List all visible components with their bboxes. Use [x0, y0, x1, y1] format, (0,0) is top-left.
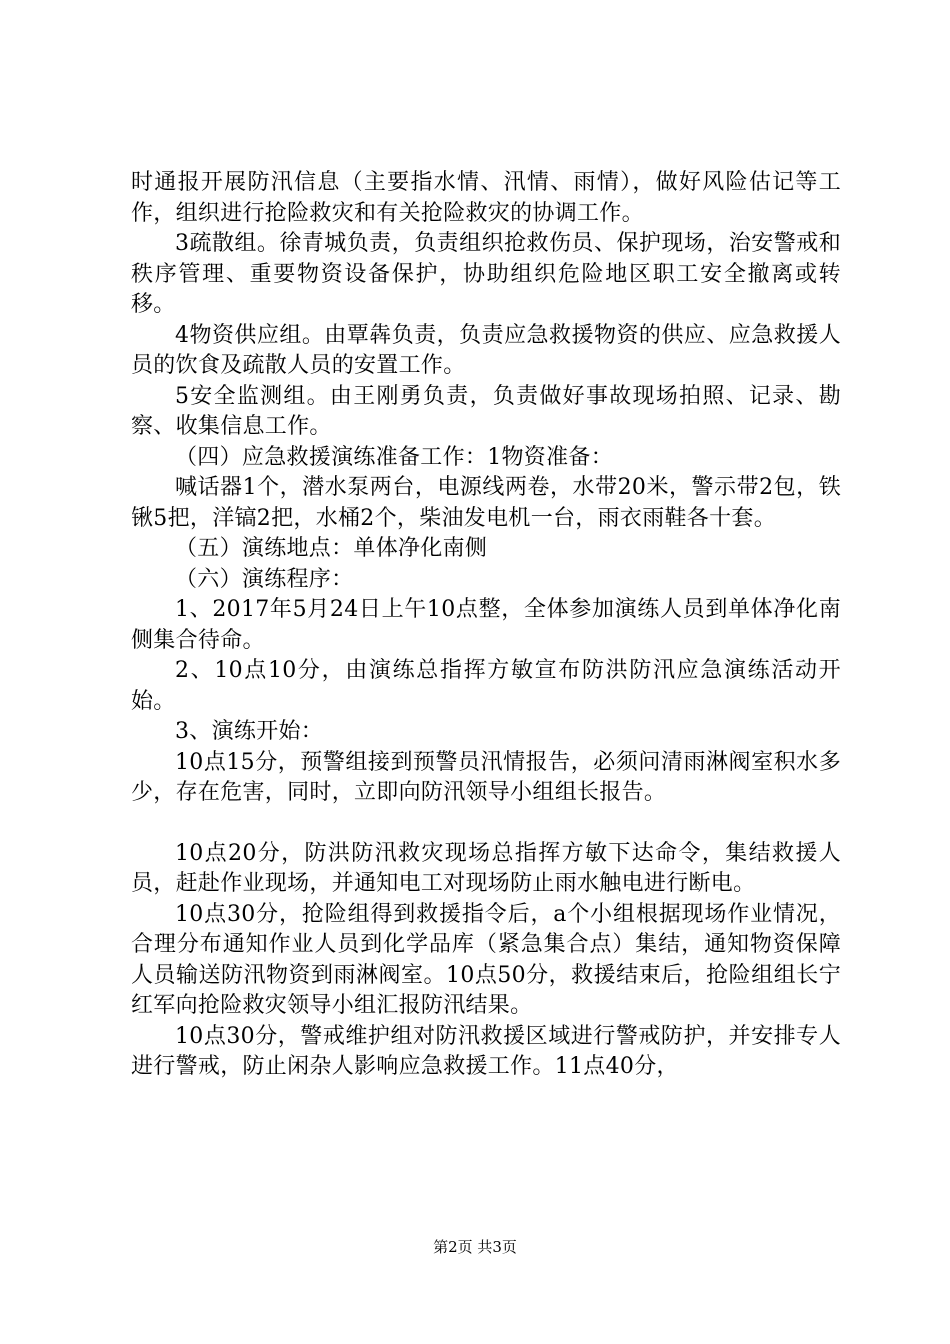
paragraph-section-5-location: （五）演练地点：单体净化南侧 — [175, 536, 488, 561]
paragraph-step-3: 3、演练开始： — [175, 719, 324, 744]
document-body — [131, 168, 841, 1083]
paragraph-materials-list: 喊话器1个，潜水泵两台，电源线两卷，水带20米，警示带2包，铁锹5把，洋镐2把，水桶2个，柴油发电机一台，雨衣雨鞋各十套。 — [131, 475, 841, 531]
paragraph-step-1: 1、2017年5月24日上午10点整，全体参加演练人员到单体净化南侧集合待命。 — [131, 597, 841, 653]
paragraph-risk-assessment: 时通报开展防汛信息（主要指水情、汛情、雨情），做好风险估记等工作，组织进行抢险救灾和有关抢险救灾的协调工作。 — [131, 170, 841, 226]
paragraph-step-2: 2、10点10分，由演练总指挥方敏宣布防洪防汛应急演练活动开始。 — [131, 658, 841, 714]
paragraph-1030-guard: 10点30分，警戒维护组对防汛救援区域进行警戒防护，并安排专人进行警戒，防止闲杂人影响应急救援工作。11点40分， — [131, 1023, 841, 1079]
paragraph-1015: 10点15分，预警组接到预警员汛情报告，必须问清雨淋阀室积水多少，存在危害，同时，立即向防汛领导小组组长报告。 — [131, 749, 841, 805]
paragraph-1020: 10点20分，防洪防汛救灾现场总指挥方敏下达命令，集结救援人员，赶赴作业现场，并通知电工对现场防止雨水触电进行断电。 — [131, 840, 841, 896]
paragraph-evacuation-group: 3疏散组。徐青城负责，负责组织抢救伤员、保护现场，治安警戒和秩序管理、重要物资设备保护，协助组织危险地区职工安全撤离或转移。 — [131, 231, 841, 317]
paragraph-supply-group: 4物资供应组。由覃犇负责，负责应急救援物资的供应、应急救援人员的饮食及疏散人员的安置工作。 — [131, 322, 841, 378]
page-footer — [0, 1237, 950, 1257]
paragraph-section-4-preparation: （四）应急救援演练准备工作：1物资准备： — [175, 444, 613, 470]
paragraph-1030-rescue: 10点30分，抢险组得到救援指令后，a个小组根据现场作业情况，合理分布通知作业人员到化学品库（紧急集合点）集结，通知物资保障人员输送防汛物资到雨淋阀室。10点50分，救援结束后，抢险组组长宁红军向抢险救灾领导小组汇报防汛结果。 — [131, 901, 841, 1018]
paragraph-section-6-procedure: （六）演练程序： — [175, 566, 354, 592]
paragraph-monitoring-group: 5安全监测组。由王刚勇负责，负责做好事故现场拍照、记录、勘察、收集信息工作。 — [131, 383, 841, 439]
page-number-label: 第2页 共3页 — [433, 1238, 517, 1256]
